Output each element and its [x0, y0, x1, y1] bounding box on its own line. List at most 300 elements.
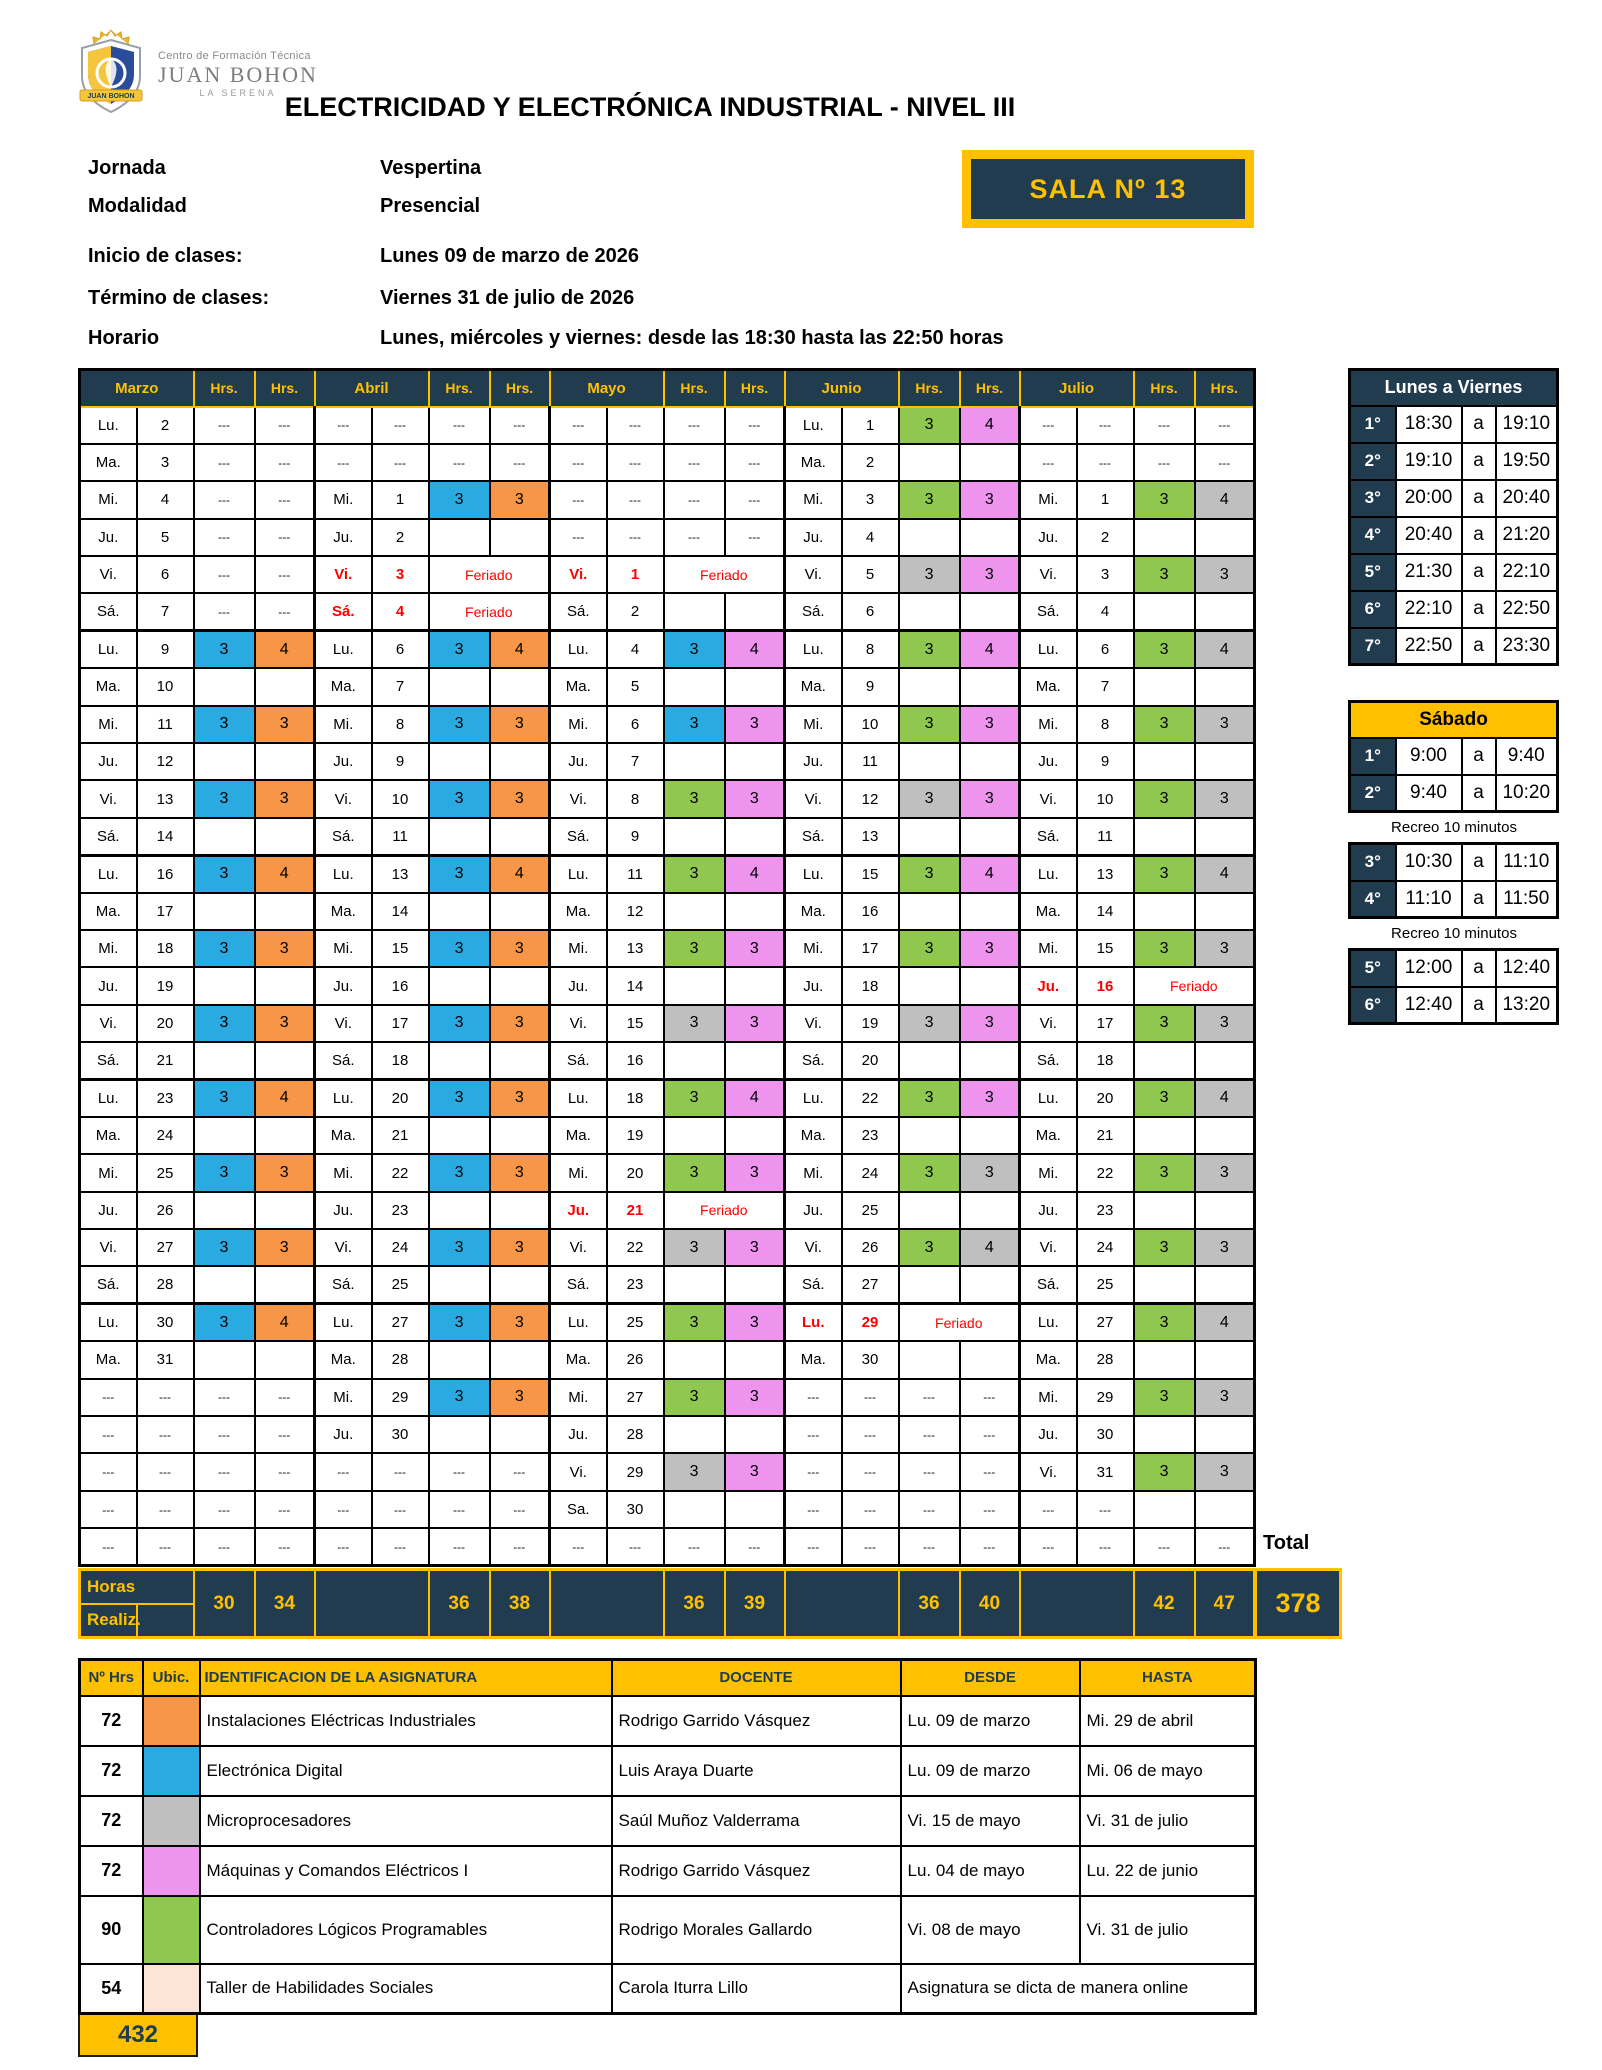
- hrs-cell: ---: [194, 444, 255, 481]
- day-cell: Ma.: [1020, 1341, 1077, 1378]
- time-separator: a: [1462, 628, 1496, 665]
- hrs-cell: [429, 1117, 490, 1154]
- hrs-cell: 3: [1195, 1379, 1255, 1416]
- day-cell: Sa.: [550, 1491, 607, 1528]
- hrs-cell: 3: [725, 1229, 785, 1266]
- hrs-cell: 3: [1134, 1379, 1195, 1416]
- day-cell: Lu.: [80, 1080, 137, 1117]
- hrs-cell: 3: [1195, 930, 1255, 967]
- day-cell: 16: [137, 855, 194, 892]
- day-cell: 10: [1077, 780, 1134, 817]
- day-cell: Lu.: [315, 631, 372, 668]
- day-cell: Ju.: [1020, 519, 1077, 556]
- calendar-row: [80, 780, 1255, 817]
- day-cell: 23: [372, 1192, 429, 1229]
- calendar-row: [80, 1453, 1255, 1490]
- day-cell: Vi.: [550, 1453, 607, 1490]
- subjects-column-header: IDENTIFICACION DE LA ASIGNATURA: [200, 1660, 612, 1696]
- subject-row: [80, 1896, 1256, 1964]
- hrs-cell: 3: [899, 1005, 960, 1042]
- subject-color-swatch: [143, 1796, 200, 1846]
- subject-name: Instalaciones Eléctricas Industriales: [200, 1696, 612, 1746]
- day-cell: 14: [607, 967, 664, 1004]
- hrs-cell: 4: [490, 855, 550, 892]
- day-cell: 2: [607, 593, 664, 630]
- subject-to: Lu. 22 de junio: [1080, 1846, 1256, 1896]
- hrs-cell: ---: [255, 593, 315, 630]
- day-cell: ---: [550, 407, 607, 444]
- day-cell: Vi.: [1020, 1453, 1077, 1490]
- hrs-cell: 4: [725, 631, 785, 668]
- day-cell: 25: [842, 1192, 899, 1229]
- hrs-cell: 3: [194, 780, 255, 817]
- hrs-cell: ---: [255, 1379, 315, 1416]
- day-cell: 25: [372, 1266, 429, 1303]
- hrs-cell: 3: [1134, 1080, 1195, 1117]
- info-label: Horario: [88, 327, 160, 349]
- day-cell: Ma.: [785, 444, 842, 481]
- day-cell: ---: [315, 1453, 372, 1490]
- day-cell: Lu.: [550, 1304, 607, 1341]
- hrs-cell: ---: [1195, 444, 1255, 481]
- saturday-time-row: [1350, 775, 1558, 812]
- day-cell: Mi.: [550, 1154, 607, 1191]
- hrs-cell: 3: [490, 1304, 550, 1341]
- hrs-cell: 3: [490, 780, 550, 817]
- hrs-cell: [899, 444, 960, 481]
- day-cell: 5: [842, 556, 899, 593]
- day-cell: Lu.: [550, 855, 607, 892]
- subject-color-swatch: [143, 1846, 200, 1896]
- subject-hours: 72: [80, 1696, 143, 1746]
- day-cell: Ma.: [80, 1117, 137, 1154]
- day-cell: Mi.: [315, 1379, 372, 1416]
- subject-color-swatch: [143, 1746, 200, 1796]
- day-cell: ---: [1077, 407, 1134, 444]
- day-cell: ---: [315, 407, 372, 444]
- saturday-header-row: [1350, 702, 1558, 738]
- hrs-cell: [664, 743, 725, 780]
- hrs-cell: 3: [1134, 706, 1195, 743]
- hrs-cell: ---: [664, 519, 725, 556]
- hrs-cell: 3: [664, 1304, 725, 1341]
- day-cell: 3: [137, 444, 194, 481]
- time-from: 11:10: [1396, 881, 1462, 918]
- hrs-cell: 3: [899, 1154, 960, 1191]
- hrs-cell: ---: [194, 1416, 255, 1453]
- day-cell: Vi.: [80, 1005, 137, 1042]
- subject-color-swatch: [143, 1964, 200, 2014]
- day-cell: ---: [372, 1453, 429, 1490]
- day-cell: Mi.: [315, 706, 372, 743]
- holiday-cell: Feriado: [1134, 967, 1255, 1004]
- day-cell: Ma.: [550, 893, 607, 930]
- hrs-cell: [725, 1042, 785, 1079]
- day-cell: 4: [372, 593, 429, 630]
- hrs-cell: 3: [725, 1154, 785, 1191]
- subject-to: Mi. 06 de mayo: [1080, 1746, 1256, 1796]
- day-cell: Ju.: [550, 1416, 607, 1453]
- hrs-cell: 4: [1195, 1080, 1255, 1117]
- info-value: Lunes, miércoles y viernes: desde las 18:30 hasta las 22:50 horas: [380, 327, 1004, 349]
- day-cell: ---: [842, 1379, 899, 1416]
- day-cell: 31: [1077, 1453, 1134, 1490]
- calendar-row: [80, 1341, 1255, 1378]
- day-cell: Vi.: [1020, 1005, 1077, 1042]
- hrs-cell: ---: [899, 1416, 960, 1453]
- hrs-cell: ---: [255, 444, 315, 481]
- day-cell: 18: [842, 967, 899, 1004]
- time-from: 9:00: [1396, 738, 1462, 775]
- day-cell: 15: [1077, 930, 1134, 967]
- subject-row: [80, 1964, 1256, 2014]
- hrs-cell: [664, 1266, 725, 1303]
- day-cell: 9: [137, 631, 194, 668]
- day-cell: 4: [1077, 593, 1134, 630]
- hrs-cell: [664, 593, 725, 630]
- day-cell: ---: [372, 444, 429, 481]
- holiday-cell: Feriado: [664, 556, 785, 593]
- hrs-cell: 4: [1195, 631, 1255, 668]
- day-cell: 30: [1077, 1416, 1134, 1453]
- hrs-cell: 3: [664, 1229, 725, 1266]
- hrs-cell: [1195, 1416, 1255, 1453]
- day-cell: 4: [137, 481, 194, 518]
- day-cell: Ju.: [550, 743, 607, 780]
- saturday-panel-title: Sábado: [1350, 702, 1558, 738]
- hrs-cell: ---: [429, 444, 490, 481]
- day-cell: 25: [137, 1154, 194, 1191]
- subjects-column-header: HASTA: [1080, 1660, 1256, 1696]
- calendar-row: [80, 1304, 1255, 1341]
- day-cell: 9: [607, 818, 664, 855]
- time-to: 22:50: [1496, 591, 1558, 628]
- time-to: 21:20: [1496, 517, 1558, 554]
- day-cell: ---: [607, 407, 664, 444]
- hrs-cell: 3: [255, 930, 315, 967]
- saturday-schedule-table: [1348, 700, 1559, 813]
- month-hours-total: 36: [429, 1570, 490, 1638]
- hrs-cell: [1134, 1341, 1195, 1378]
- hrs-cell: [255, 1192, 315, 1229]
- time-to: 12:40: [1496, 950, 1558, 987]
- hrs-cell: [960, 593, 1020, 630]
- time-separator: a: [1462, 554, 1496, 591]
- subject-teacher: Rodrigo Garrido Vásquez: [612, 1696, 901, 1746]
- day-cell: Lu.: [550, 1080, 607, 1117]
- time-from: 9:40: [1396, 775, 1462, 812]
- day-cell: 19: [607, 1117, 664, 1154]
- hrs-cell: 3: [490, 481, 550, 518]
- recess-note: Recreo 10 minutos: [1391, 925, 1517, 942]
- time-separator: a: [1462, 406, 1496, 443]
- hrs-cell: 3: [960, 1005, 1020, 1042]
- hrs-cell: 3: [490, 930, 550, 967]
- day-cell: Sá.: [550, 1266, 607, 1303]
- day-cell: ---: [785, 1528, 842, 1565]
- hrs-cell: ---: [255, 1453, 315, 1490]
- hrs-cell: 3: [429, 1154, 490, 1191]
- recess-note: Recreo 10 minutos: [1391, 819, 1517, 836]
- day-cell: 2: [842, 444, 899, 481]
- day-cell: Ju.: [315, 743, 372, 780]
- calendar-row: [80, 1042, 1255, 1079]
- calendar-row: [80, 1528, 1255, 1565]
- hrs-cell: 3: [429, 855, 490, 892]
- day-cell: 27: [372, 1304, 429, 1341]
- hrs-cell: ---: [429, 1491, 490, 1528]
- day-cell: 7: [372, 668, 429, 705]
- subjects-total-hours: 432: [78, 2015, 198, 2057]
- calendar-row: [80, 818, 1255, 855]
- day-cell: 18: [607, 1080, 664, 1117]
- day-cell: Sá.: [1020, 1266, 1077, 1303]
- day-cell: ---: [80, 1453, 137, 1490]
- day-cell: Mi.: [80, 481, 137, 518]
- day-cell: Ju.: [80, 967, 137, 1004]
- hrs-cell: 3: [255, 706, 315, 743]
- hrs-cell: [664, 1491, 725, 1528]
- day-cell: Sá.: [80, 1266, 137, 1303]
- hrs-cell: [1195, 893, 1255, 930]
- period-number: 5°: [1350, 554, 1396, 591]
- day-cell: 24: [137, 1117, 194, 1154]
- hrs-cell: 3: [899, 407, 960, 444]
- day-cell: 9: [1077, 743, 1134, 780]
- hrs-cell: 3: [1195, 1229, 1255, 1266]
- day-cell: 5: [137, 519, 194, 556]
- hrs-cell: 3: [664, 780, 725, 817]
- day-cell: 8: [607, 780, 664, 817]
- hrs-cell: [960, 668, 1020, 705]
- subject-name: Máquinas y Comandos Eléctricos I: [200, 1846, 612, 1896]
- weekday-time-row: [1350, 591, 1558, 628]
- day-cell: 30: [842, 1341, 899, 1378]
- month-hours-total: 42: [1134, 1570, 1195, 1638]
- hrs-cell: 3: [899, 556, 960, 593]
- day-cell: Sá.: [550, 818, 607, 855]
- time-from: 22:50: [1396, 628, 1462, 665]
- room-badge: [962, 150, 1254, 228]
- day-cell: 20: [1077, 1080, 1134, 1117]
- day-cell: ---: [1020, 444, 1077, 481]
- hrs-cell: ---: [490, 407, 550, 444]
- day-cell: ---: [315, 1528, 372, 1565]
- hrs-cell: ---: [1134, 444, 1195, 481]
- day-cell: Lu.: [315, 1304, 372, 1341]
- hrs-cell: [725, 893, 785, 930]
- hrs-cell: ---: [255, 1528, 315, 1565]
- day-cell: Mi.: [550, 930, 607, 967]
- time-to: 23:30: [1496, 628, 1558, 665]
- day-cell: Ju.: [80, 1192, 137, 1229]
- hrs-cell: 3: [899, 1080, 960, 1117]
- hrs-cell: [1195, 1341, 1255, 1378]
- day-cell: Ma.: [785, 1341, 842, 1378]
- day-cell: Mi.: [785, 481, 842, 518]
- day-cell: Lu.: [785, 1304, 842, 1341]
- time-from: 12:00: [1396, 950, 1462, 987]
- hrs-cell: [1134, 1266, 1195, 1303]
- day-cell: 9: [842, 668, 899, 705]
- subject-online-note: Asignatura se dicta de manera online: [901, 1964, 1256, 2014]
- day-cell: 29: [842, 1304, 899, 1341]
- hrs-cell: [960, 519, 1020, 556]
- hrs-cell: ---: [960, 1528, 1020, 1565]
- day-cell: Mi.: [315, 1154, 372, 1191]
- day-cell: Sá.: [1020, 1042, 1077, 1079]
- hrs-cell: 3: [725, 1379, 785, 1416]
- hrs-header: Hrs.: [725, 370, 785, 407]
- hrs-cell: 3: [1195, 780, 1255, 817]
- subject-row: [80, 1746, 1256, 1796]
- hrs-cell: [1195, 593, 1255, 630]
- day-cell: 28: [607, 1416, 664, 1453]
- day-cell: 3: [1077, 556, 1134, 593]
- hrs-cell: 4: [725, 855, 785, 892]
- info-label: Modalidad: [88, 195, 187, 217]
- day-cell: ---: [842, 1528, 899, 1565]
- day-cell: Mi.: [315, 930, 372, 967]
- hrs-cell: [1134, 743, 1195, 780]
- subject-hours: 54: [80, 1964, 143, 2014]
- hrs-cell: 4: [255, 631, 315, 668]
- day-cell: 12: [842, 780, 899, 817]
- subject-to: Vi. 31 de julio: [1080, 1896, 1256, 1964]
- saturday-schedule-panel: [1348, 700, 1560, 1025]
- hrs-cell: [194, 893, 255, 930]
- day-cell: 30: [607, 1491, 664, 1528]
- day-cell: ---: [607, 1528, 664, 1565]
- time-separator: a: [1462, 517, 1496, 554]
- calendar-row: [80, 444, 1255, 481]
- hrs-cell: 4: [1195, 481, 1255, 518]
- time-to: 22:10: [1496, 554, 1558, 591]
- time-separator: a: [1462, 480, 1496, 517]
- hrs-cell: 3: [1134, 1154, 1195, 1191]
- day-cell: Lu.: [80, 631, 137, 668]
- saturday-time-row: [1350, 844, 1558, 881]
- day-cell: 6: [137, 556, 194, 593]
- calendar-row: [80, 706, 1255, 743]
- band-blank: [315, 1570, 429, 1638]
- day-cell: Mi.: [80, 1154, 137, 1191]
- day-cell: 4: [607, 631, 664, 668]
- hrs-header: Hrs.: [429, 370, 490, 407]
- day-cell: ---: [1020, 1491, 1077, 1528]
- hrs-cell: ---: [255, 481, 315, 518]
- day-cell: Ju.: [80, 519, 137, 556]
- day-cell: ---: [372, 1491, 429, 1528]
- band-row-top: [80, 1570, 1255, 1604]
- day-cell: Lu.: [1020, 1304, 1077, 1341]
- day-cell: 21: [137, 1042, 194, 1079]
- day-cell: Ma.: [80, 1341, 137, 1378]
- hrs-cell: ---: [429, 1528, 490, 1565]
- day-cell: 8: [1077, 706, 1134, 743]
- hrs-cell: [899, 1117, 960, 1154]
- subject-from: Lu. 09 de marzo: [901, 1696, 1080, 1746]
- hrs-cell: [490, 1266, 550, 1303]
- period-number: 3°: [1350, 844, 1396, 881]
- hrs-cell: ---: [255, 519, 315, 556]
- hrs-cell: ---: [255, 1491, 315, 1528]
- day-cell: 10: [372, 780, 429, 817]
- subject-teacher: Rodrigo Morales Gallardo: [612, 1896, 901, 1964]
- hrs-cell: 4: [725, 1080, 785, 1117]
- day-cell: 23: [607, 1266, 664, 1303]
- day-cell: 17: [842, 930, 899, 967]
- hrs-cell: [899, 743, 960, 780]
- subject-to: Mi. 29 de abril: [1080, 1696, 1256, 1746]
- hrs-cell: 3: [899, 930, 960, 967]
- day-cell: 20: [842, 1042, 899, 1079]
- hrs-header: Hrs.: [1195, 370, 1255, 407]
- day-cell: 21: [607, 1192, 664, 1229]
- day-cell: ---: [137, 1528, 194, 1565]
- hrs-cell: 3: [1134, 556, 1195, 593]
- subject-from: Vi. 15 de mayo: [901, 1796, 1080, 1846]
- time-from: 20:00: [1396, 480, 1462, 517]
- weekday-time-row: [1350, 628, 1558, 665]
- day-cell: 31: [137, 1341, 194, 1378]
- hrs-cell: [255, 967, 315, 1004]
- hrs-cell: ---: [664, 444, 725, 481]
- day-cell: Sá.: [550, 1042, 607, 1079]
- time-from: 18:30: [1396, 406, 1462, 443]
- day-cell: 15: [372, 930, 429, 967]
- day-cell: 19: [842, 1005, 899, 1042]
- day-cell: 15: [842, 855, 899, 892]
- time-separator: a: [1462, 881, 1496, 918]
- day-cell: 30: [137, 1304, 194, 1341]
- period-number: 4°: [1350, 881, 1396, 918]
- hrs-cell: 3: [664, 855, 725, 892]
- hrs-cell: 3: [899, 855, 960, 892]
- hrs-cell: [429, 1192, 490, 1229]
- hrs-cell: 3: [429, 1229, 490, 1266]
- hrs-cell: ---: [194, 1453, 255, 1490]
- hrs-cell: [899, 967, 960, 1004]
- day-cell: Sá.: [785, 593, 842, 630]
- hrs-cell: 4: [960, 631, 1020, 668]
- day-cell: 7: [607, 743, 664, 780]
- hrs-cell: ---: [1195, 407, 1255, 444]
- day-cell: Ma.: [785, 668, 842, 705]
- hrs-cell: ---: [664, 407, 725, 444]
- hrs-cell: [490, 668, 550, 705]
- subject-name: Taller de Habilidades Sociales: [200, 1964, 612, 2014]
- calendar-row: [80, 519, 1255, 556]
- info-label: Término de clases:: [88, 287, 270, 309]
- day-cell: Sá.: [1020, 593, 1077, 630]
- hrs-cell: 3: [194, 930, 255, 967]
- day-cell: 17: [1077, 1005, 1134, 1042]
- hrs-cell: [429, 1416, 490, 1453]
- hrs-cell: 3: [429, 930, 490, 967]
- day-cell: Sá.: [550, 593, 607, 630]
- month-hours-total: 36: [664, 1570, 725, 1638]
- subject-row: [80, 1796, 1256, 1846]
- weekday-panel-title: Lunes a Viernes: [1350, 370, 1558, 406]
- hrs-cell: 3: [255, 780, 315, 817]
- hrs-cell: [194, 1117, 255, 1154]
- hrs-cell: 3: [725, 780, 785, 817]
- day-cell: 13: [1077, 855, 1134, 892]
- time-from: 20:40: [1396, 517, 1462, 554]
- hrs-cell: ---: [899, 1453, 960, 1490]
- hrs-cell: [664, 818, 725, 855]
